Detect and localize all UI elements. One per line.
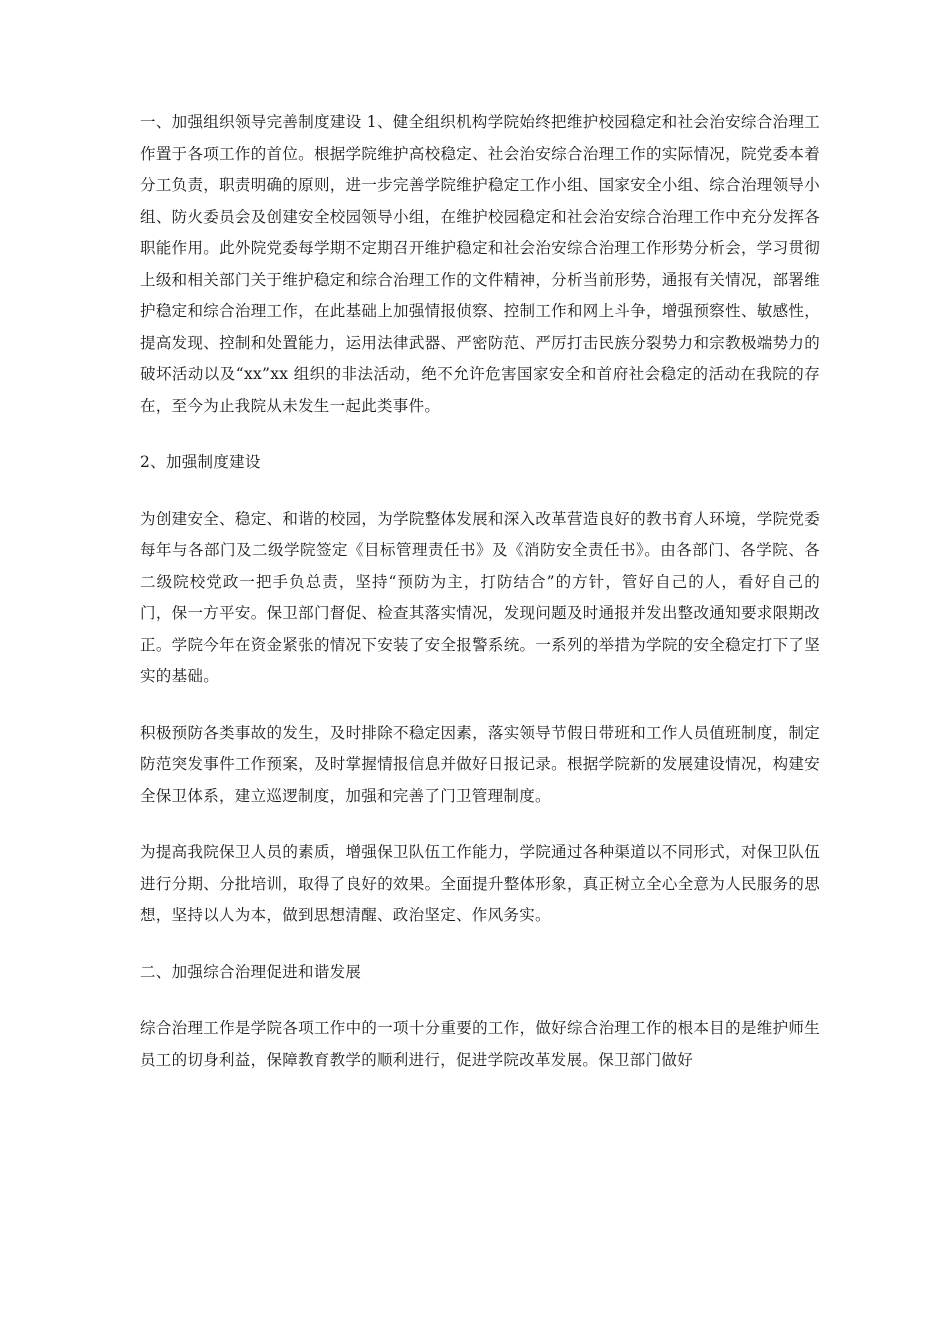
- paragraph-section-one-intro: 一、加强组织领导完善制度建设 1、健全组织机构学院始终把维护校园稳定和社会治安综合治理工作置于各项工作的首位。根据学院维护高校稳定、社会治安综合治理工作的实际情况，院党委本着分工负责，职责明确的原则，进一步完善学院维护稳定工作小组、国家安全小组、综合治理领导小组、防火委员会及创建安全校园领导小组，在维护校园稳定和社会治安综合治理工作中充分发挥各职能作用。此外院党委每学期不定期召开维护稳定和社会治安综合治理工作形势分析会，学习贯彻上级和相关部门关于维护稳定和综合治理工作的文件精神，分析当前形势，通报有关情况，部署维护稳定和综合治理工作，在此基础上加强情报侦察、控制工作和网上斗争，增强预察性、敏感性，提高发现、控制和处置能力，运用法律武器、严密防范、严厉打击民族分裂势力和宗教极端势力的破坏活动以及“xx”xx 组织的非法活动，绝不允许危害国家安全和首府社会稳定的活动在我院的存在，至今为止我院从未发生一起此类事件。: [140, 113, 820, 415]
- heading-section-two: 二、加强综合治理促进和谐发展: [140, 962, 362, 981]
- paragraph-comprehensive-governance: 综合治理工作是学院各项工作中的一项十分重要的工作，做好综合治理工作的根本目的是维护师生员工的切身利益，保障教育教学的顺利进行，促进学院改革发展。保卫部门做好: [140, 1019, 820, 1069]
- paragraph-responsibility: 为创建安全、稳定、和谐的校园，为学院整体发展和深入改革营造良好的教书育人环境，学院党委每年与各部门及二级学院签定《目标管理责任书》及《消防安全责任书》。由各部门、各学院、各二级院校党政一把手负总责，坚持“预防为主，打防结合”的方针，管好自己的人，看好自己的门，保一方平安。保卫部门督促、检查其落实情况，发现问题及时通报并发出整改通知要求限期改正。学院今年在资金紧张的情况下安装了安全报警系统。一系列的举措为学院的安全稳定打下了坚实的基础。: [140, 509, 820, 685]
- paragraph-prevention: 积极预防各类事故的发生，及时排除不稳定因素，落实领导节假日带班和工作人员值班制度，制定防范突发事件工作预案，及时掌握情报信息并做好日报记录。根据学院新的发展建设情况，构建安全保卫体系，建立巡逻制度，加强和完善了门卫管理制度。: [140, 723, 820, 805]
- paragraph-training: 为提高我院保卫人员的素质，增强保卫队伍工作能力，学院通过各种渠道以不同形式，对保卫队伍进行分期、分批培训，取得了良好的效果。全面提升整体形象，真正树立全心全意为人民服务的思想，坚持以人为本，做到思想清醒、政治坚定、作风务实。: [140, 843, 820, 924]
- heading-system-building: 2、加强制度建设: [140, 453, 261, 471]
- document-body: [140, 107, 820, 1101]
